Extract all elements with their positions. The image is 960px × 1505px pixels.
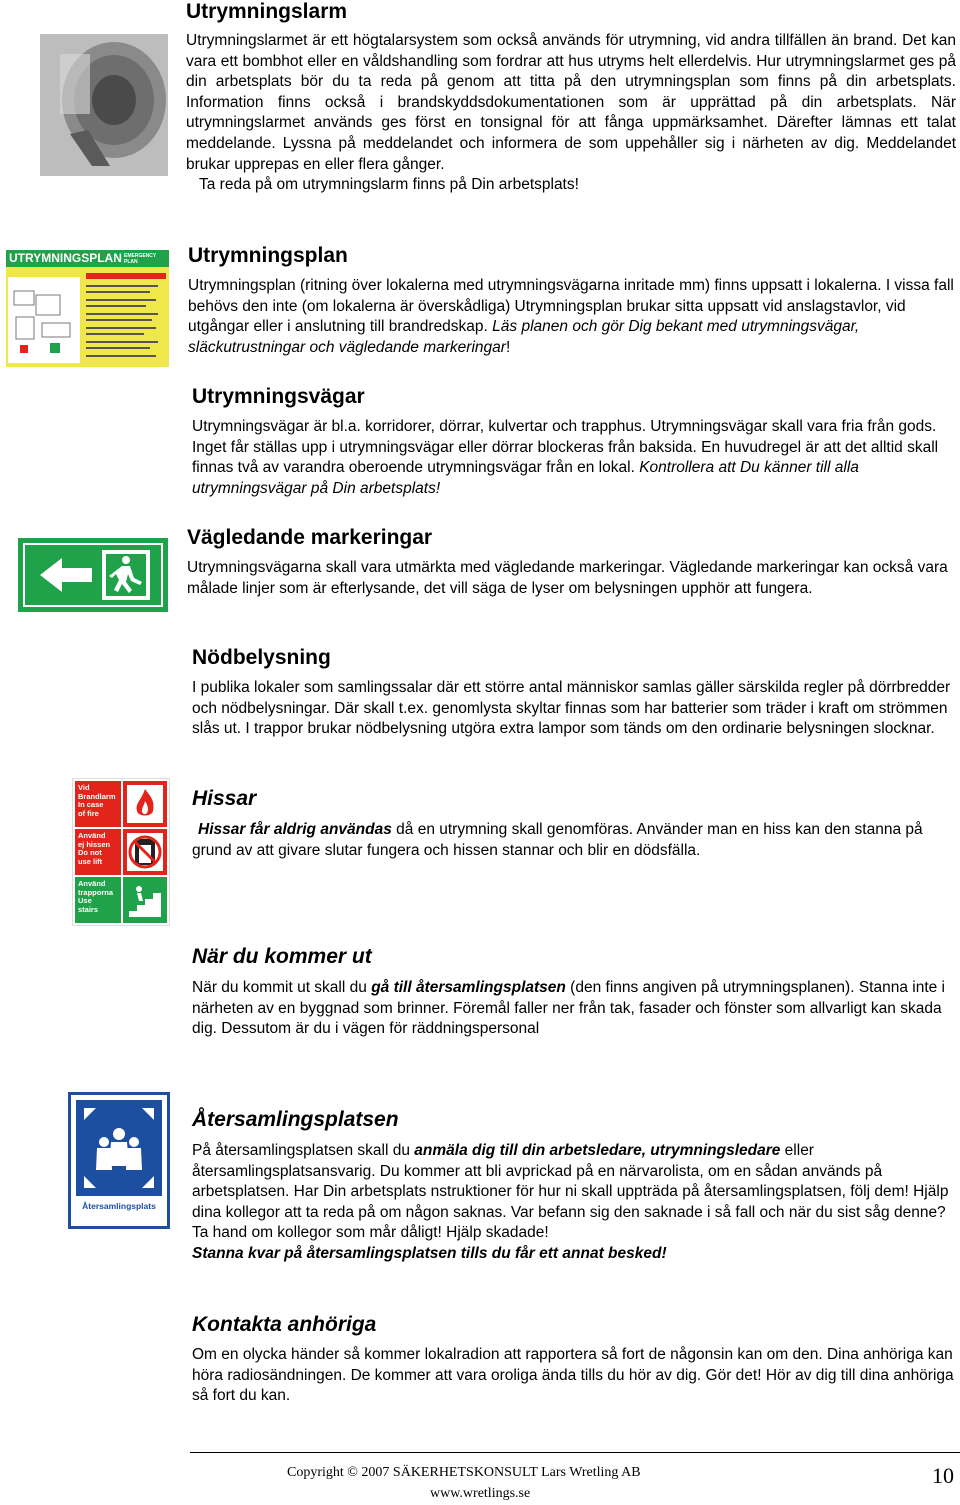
section-nodbelysning: [192, 646, 956, 740]
section-vagledande-markeringar: [187, 526, 956, 599]
section-body: [188, 276, 956, 358]
assembly-sign-label: Återsamlingsplats: [82, 1201, 156, 1211]
section-utrymningsvagar: [192, 385, 956, 499]
section-body: I publika lokaler som samlingssalar där ett större antal människor samlas gäller särskilda regler på dörrbredder och nödbelysningar. Där skall t.ex. genomlysta skyltar finnas som har batterier som träder i kraft om strömmen slås ut. I trappor brukar nödbelysning utgöra extra lampor som tänds om den ordinarie belysningen slocknar.: [192, 679, 951, 738]
section-final: Stanna kvar på återsamlingsplatsen tills du får ett annat besked!: [192, 1244, 667, 1262]
section-title: När du kommer ut: [192, 945, 372, 968]
section-note: Ta reda på om utrymningslarm finns på Din arbetsplats!: [199, 176, 579, 194]
body-italic: Kontrollera att Du känner till alla utrymningsvägar på Din arbetsplats!: [192, 459, 859, 497]
sign-stairs-text: [75, 877, 121, 923]
section-title: Återsamlingsplatsen: [192, 1108, 399, 1131]
plan-subtitle: EMERGENCY PLAN: [124, 253, 157, 265]
section-nar-du-kommer-ut: [192, 945, 956, 1040]
body-text: Utrymningsplan (ritning över lokalerna med utrymningsvägarna inritade mm) finns uppsatt i lokalerna. I vissa fall behövs den inte (om lokalerna är överskådliga) Utrymningsplan brukar sitta uppsatt vid anslagstavlor, vid utgångar eller i anslutning till brandredskap.: [188, 277, 954, 336]
section-body: Om en olycka händer så kommer lokalradion att rapportera så fort de någonsin kan om den. Dina anhöriga kan höra radiosändningen. De kommer att vara oroliga ända tills du hör av dig. Gör det! Hör av dig till dina anhöriga så fort du kan.: [192, 1346, 954, 1405]
body-bold: gå till återsamlingsplatsen: [371, 979, 566, 996]
body-text-a: När du kommit ut skall du: [192, 979, 372, 996]
section-title: Utrymningsplan: [188, 244, 348, 267]
body-italic: Läs planen och gör Dig bekant med utrymningsvägar, släckutrustningar och vägledande markeringar: [188, 318, 860, 356]
section-body: [192, 978, 956, 1040]
body-text-a: På återsamlingsplatsen skall du: [192, 1142, 415, 1159]
body-end: !: [505, 338, 511, 356]
body-bold: Hissar får aldrig användas: [198, 821, 392, 838]
section-body: Utrymningslarmet är ett högtalarsystem som också används för utrymning, vid andra tillfällen än brand. Det kan vara ett bombhot eller en våldshandling som fordrar att hus utryms helt ellerdelvis. Hur utrymningslarmet ges på din arbetsplats bör du ta reda på genom att titta på den utrymningsplan som finns på din arbetsplats. Information finns också i brandskyddsdokumentationen som är upprättad på din arbetsplats. När utrymningslarmet används ges först en tonsignal för att fånga uppmärksamhet. Därefter lämnas ett talat meddelande. Lyssna på meddelandet och informera de som uppehåller sig i närheten av dig. Meddelandet brukar upprepas en eller flera gånger.: [186, 32, 956, 173]
evacuation-plan-image: [6, 250, 169, 367]
lift-warning-signs: [72, 778, 170, 926]
section-body: [192, 820, 956, 861]
section-body: [192, 417, 956, 499]
footer-copyright: Copyright © 2007 SÄKERHETSKONSULT Lars Wretling AB: [287, 1465, 641, 1480]
speaker-image: [40, 34, 168, 176]
plan-header: [6, 250, 169, 267]
assembly-icon: [76, 1100, 162, 1196]
section-title: Nödbelysning: [192, 646, 331, 669]
no-lift-icon: [123, 829, 167, 875]
page-footer: [190, 1452, 960, 1501]
section-utrymningsplan: [188, 244, 956, 358]
body-bold: anmäla dig till din arbetsledare, utrymningsledare: [414, 1142, 781, 1159]
sign-stairs-label: Använd trapporna Use stairs: [78, 879, 114, 914]
body-text: då en utrymning skall genomföras. Använder man en hiss kan den stanna på grund av att givare slutar fungera och hissen stannar och blir en dödsfälla.: [192, 821, 923, 859]
sign-lift-text: [75, 829, 121, 875]
section-body: [192, 1141, 956, 1223]
sign-fire-text: [75, 781, 121, 827]
plan-title: UTRYMNINGSPLAN: [9, 251, 122, 265]
section-hissar: [192, 787, 956, 861]
plan-drawing: [6, 267, 169, 367]
section-atersamlingsplatsen: [192, 1108, 956, 1265]
stairs-icon: [123, 877, 167, 923]
emergency-exit-sign: [18, 538, 168, 612]
body-text: Utrymningsvägar är bl.a. korridorer, dörrar, kulvertar och trapphus. Utrymningsvägar skall vara fria från gods. Inget får ställas upp i utrymningsvägar eller dörrar blockeras från baksida. En huvudregel är att det alltid skall finnas två av varandra oberoende utrymningsvägar från en lokal.: [192, 418, 939, 477]
body-text-b: eller återsamlingsplatsansvarig. Du kommer att bli avprickad på en närvarolista, om en sådan används på arbetsplatsen. Har Din arbetsplats nstruktioner för hur ni skall uppträda på återsamlingsplatsen, följ dem! Hjälp dina kollegor att ta reda på om någon saknas. Var befann sig den saknade i så fall och när du sist såg denne?: [192, 1142, 949, 1221]
section-kontakta-anhoriga: [192, 1313, 956, 1407]
section-title: Vägledande markeringar: [187, 526, 433, 549]
body-text-b: (den finns angiven på utrymningsplanen). Stanna inte i närheten av en byggnad som brinner. Föremål faller ner från tak, fasader och fönster som allvarligt kan skada dig. Dessutom är du i vägen för räddningspersonal: [192, 979, 946, 1038]
page-number: 10: [932, 1463, 954, 1488]
section-body: Utrymningsvägarna skall vara utmärkta med vägledande markeringar. Vägledande markeringar kan också vara målade linjer som är efterlysande, det vill säga de lyser om belysningen upphör att fungera.: [187, 559, 948, 597]
flame-icon: [123, 781, 167, 827]
section-title: Utrymningslarm: [186, 0, 348, 23]
section-title: Hissar: [192, 787, 257, 810]
sign-lift-label: Använd ej hissen Do not use lift: [78, 831, 111, 866]
sign-fire-label: Vid Brandlarm In case of fire: [78, 783, 116, 818]
section-title: Kontakta anhöriga: [192, 1313, 377, 1336]
section-utrymningslarm: [186, 0, 956, 196]
section-title: Utrymningsvägar: [192, 385, 365, 408]
footer-url: www.wretlings.se: [430, 1486, 531, 1501]
section-line: Ta hand om kollegor som mår dåligt! Hjälp skadade!: [192, 1224, 549, 1242]
assembly-point-sign: [68, 1092, 170, 1229]
